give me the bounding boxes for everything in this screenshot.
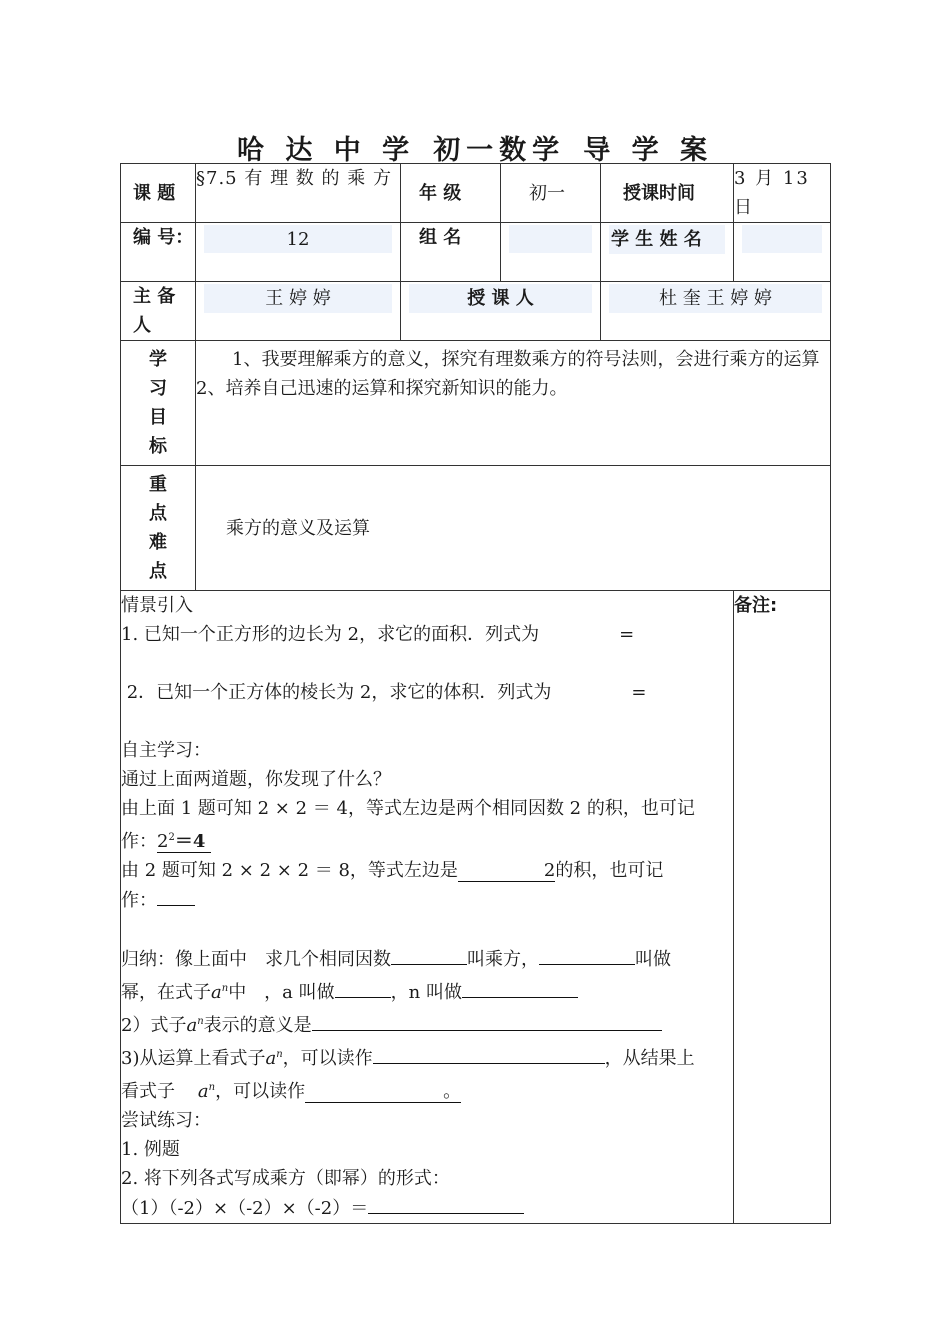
preparer-value: 王 婷 婷: [204, 284, 392, 313]
number-value: 12: [204, 225, 392, 253]
example-1-line: 由上面 1 题可知 2 × 2 ＝ 4，等式左边是两个相同因数 2 的积，也可记: [121, 798, 695, 819]
goal-2: 2、培养自己迅速的运算和探究新知识的能力。: [196, 378, 568, 399]
question-2: 2．已知一个正方体的棱长为 2，求它的体积．列式为 =: [126, 682, 647, 703]
discover-question: 通过上面两道题，你发现了什么？: [121, 769, 391, 790]
notes-label: 备注:: [734, 591, 831, 1224]
page-title: 哈 达 中 学 初一数学 导 学 案: [236, 135, 713, 166]
group-label: 组 名: [401, 223, 501, 282]
grade-value: 初一: [501, 164, 601, 223]
example-2-power: 作：: [121, 885, 733, 915]
summary-line-2: 幂，在式子$a^n$中 ，a 叫做 ，n 叫做: [121, 974, 733, 1007]
number-label: 编 号：: [121, 223, 196, 282]
exercise-2: 2. 将下列各式写成乘方（即幂）的形式：: [121, 1168, 450, 1189]
example-2-line: 由 2 题可知 2 × 2 × 2 ＝ 8，等式左边是 2的积，也可记: [121, 860, 664, 881]
content-cell: [121, 591, 734, 1224]
example-1-power: 作：$2^2=4$: [121, 823, 733, 856]
intro-heading: 情景引入: [121, 595, 193, 616]
self-study-heading: 自主学习：: [121, 740, 211, 761]
exercise-2-1: （1）（-2）×（-2）×（-2）＝: [121, 1193, 733, 1223]
time-value: 3 月 13 日: [734, 164, 831, 223]
time-label: 授课时间: [601, 164, 734, 223]
preparer-label: 主 备 人: [121, 282, 196, 341]
item-2: 2）式子$a^n$表示的意义是: [121, 1007, 733, 1040]
blank: [157, 885, 195, 906]
goals-label: 学习目标: [121, 341, 196, 466]
topic-label: 课 题: [121, 164, 196, 223]
practice-heading: 尝试练习：: [121, 1110, 211, 1131]
grade-label: 年 级: [401, 164, 501, 223]
exercise-1: 1. 例题: [121, 1139, 180, 1160]
question-1: 1. 已知一个正方形的边长为 2，求它的面积．列式为 =: [121, 624, 635, 645]
keypoints-text: 乘方的意义及运算: [196, 466, 831, 591]
topic-value: §7.5 有 理 数 的 乘 方: [196, 164, 401, 223]
goal-1: 1、我要理解乘方的意义，探究有理数乘方的符号法则，会进行乘方的运算: [232, 349, 820, 370]
student-value: [742, 225, 822, 253]
summary-line-1: 归纳：像上面中 求几个相同因数 叫乘方， 叫做: [121, 944, 733, 974]
student-label: 学 生 姓 名: [609, 225, 725, 254]
lesson-table: [120, 163, 831, 1224]
item-3: 3)从运算上看式子$a^n$，可以读作 ，从结果上: [121, 1040, 733, 1073]
group-value: [509, 225, 592, 253]
teacher-label: 授 课 人: [409, 284, 592, 313]
item-3-cont: 看式子 $a^n$，可以读作 。: [121, 1081, 462, 1102]
keypoints-label: 重点难点: [121, 466, 196, 591]
teacher-value: 杜 奎 王 婷 婷: [609, 284, 822, 313]
